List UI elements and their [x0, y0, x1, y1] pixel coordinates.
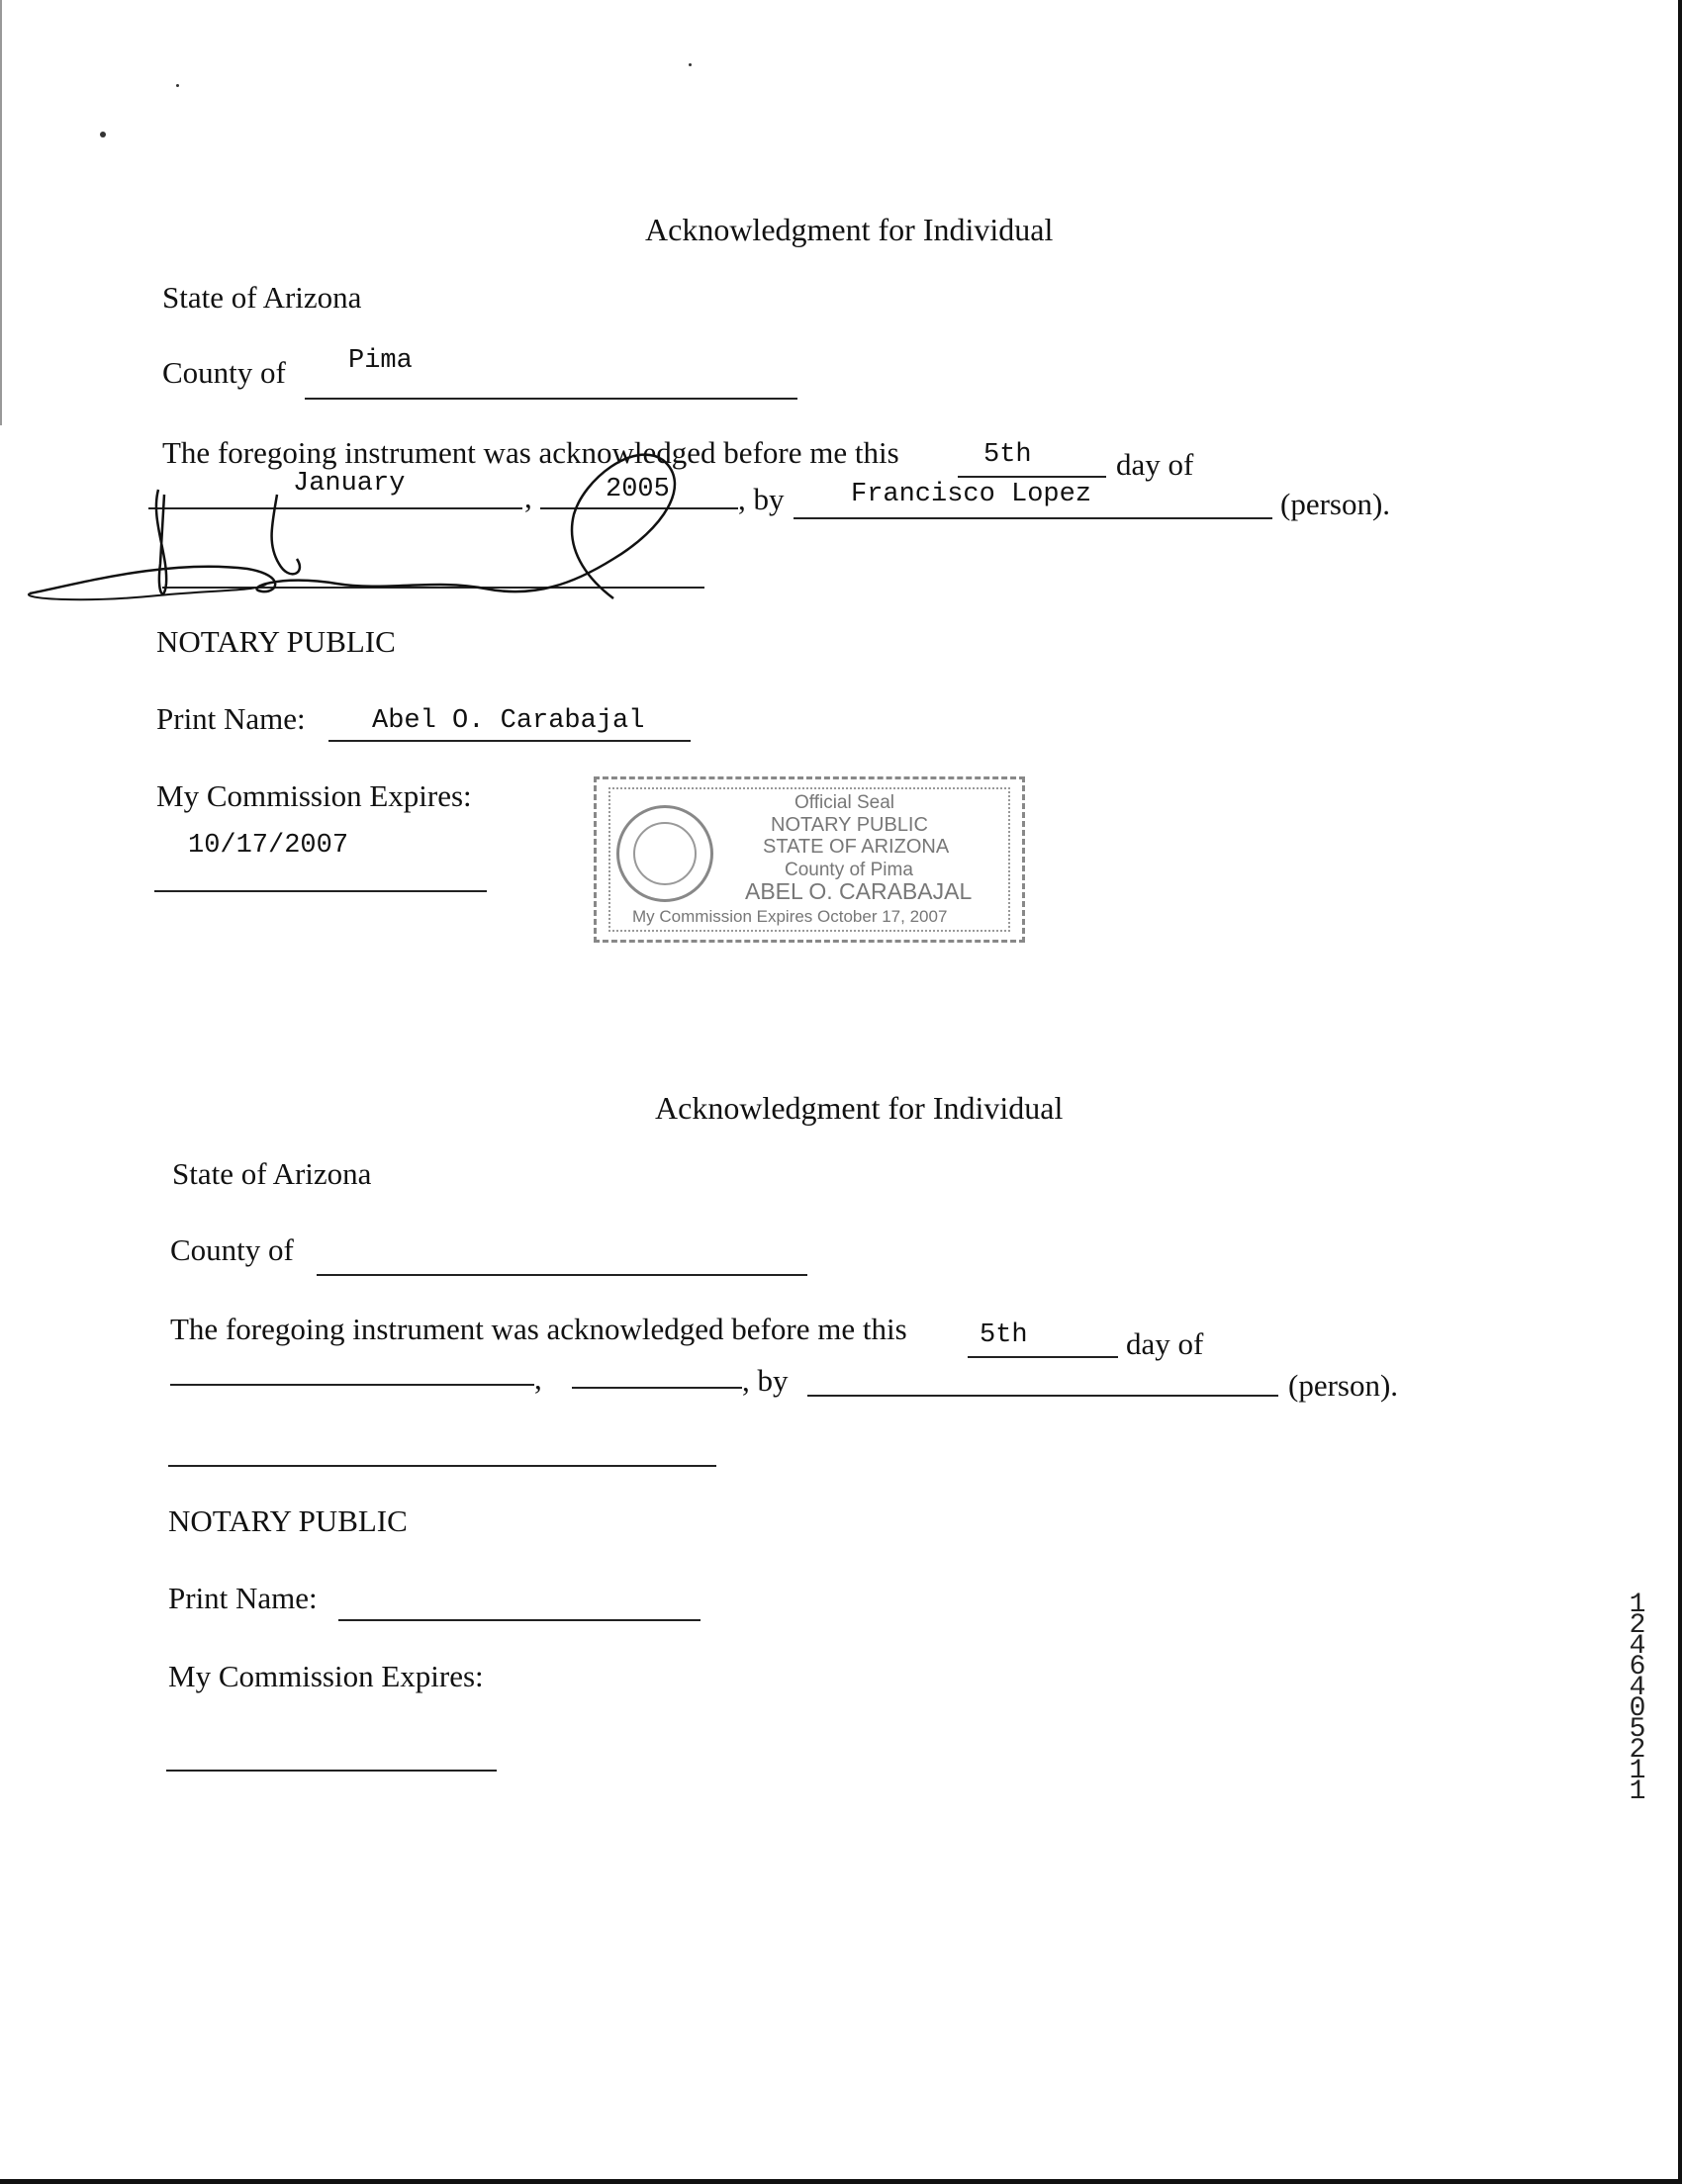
- form1-month-value[interactable]: January: [293, 469, 406, 499]
- seal-line-county: County of Pima: [785, 860, 913, 880]
- form2-notary-public: NOTARY PUBLIC: [168, 1503, 408, 1538]
- form2-commission-label: My Commission Expires:: [168, 1659, 484, 1693]
- page-left-edge: [0, 0, 2, 425]
- form2-sentence: The foregoing instrument was acknowledged before me this: [170, 1312, 907, 1346]
- form1-county-label: County of: [162, 355, 286, 390]
- notary-seal: [594, 776, 1025, 943]
- form1-print-name-label: Print Name:: [156, 701, 306, 736]
- scan-speck: [689, 63, 692, 66]
- signature: [20, 435, 712, 613]
- form1-day-of: day of: [1116, 447, 1194, 482]
- form1-print-name-value[interactable]: Abel O. Carabajal: [372, 706, 645, 736]
- seal-line-official: Official Seal: [794, 792, 895, 813]
- form1-county-value[interactable]: Pima: [348, 346, 413, 376]
- form2-day-value[interactable]: 5th: [980, 1320, 1028, 1350]
- form2-day-line: [968, 1356, 1118, 1358]
- page-right-edge: [1678, 0, 1682, 2184]
- form2-county-label: County of: [170, 1232, 294, 1267]
- form1-by: , by: [738, 482, 785, 516]
- form1-person-value[interactable]: Francisco Lopez: [851, 480, 1092, 509]
- form1-day-value[interactable]: 5th: [983, 440, 1032, 470]
- form2-person-label: (person).: [1288, 1368, 1399, 1403]
- form1-person-label: (person).: [1280, 487, 1391, 521]
- form2-heading: Acknowledgment for Individual: [655, 1090, 1064, 1126]
- page-stamp-number: 12464 05211: [1629, 1590, 1646, 1807]
- state-seal-emblem: [616, 805, 713, 902]
- form1-sentence: The foregoing instrument was acknowledged before me this: [162, 435, 899, 470]
- form1-day-line: [958, 476, 1106, 478]
- form1-person-line: [794, 517, 1272, 519]
- seal-line-expires: My Commission Expires October 17, 2007: [632, 907, 948, 926]
- form1-county-line: [305, 398, 797, 400]
- seal-line-notary: NOTARY PUBLIC: [771, 814, 928, 836]
- form2-by: , by: [742, 1363, 789, 1398]
- form1-commission-label: My Commission Expires:: [156, 778, 472, 813]
- scan-speck: [100, 132, 106, 137]
- form2-signature-line: [168, 1465, 716, 1467]
- form1-commission-value[interactable]: 10/17/2007: [188, 831, 349, 861]
- seal-line-state: STATE OF ARIZONA: [763, 836, 950, 858]
- form2-comma: ,: [534, 1361, 542, 1396]
- form2-print-name-line: [338, 1619, 701, 1621]
- form2-state: State of Arizona: [172, 1156, 372, 1191]
- scan-speck: [176, 84, 179, 87]
- form1-print-name-line: [328, 740, 691, 742]
- form1-commission-line: [154, 890, 487, 892]
- form1-year-value[interactable]: 2005: [606, 475, 670, 504]
- form2-person-line: [807, 1395, 1278, 1397]
- form2-year-line: [572, 1387, 742, 1389]
- form2-month-line: [170, 1384, 534, 1386]
- form2-county-line: [317, 1274, 807, 1276]
- form1-heading: Acknowledgment for Individual: [645, 212, 1054, 247]
- form1-comma: ,: [524, 480, 532, 514]
- form2-day-of: day of: [1126, 1326, 1204, 1361]
- form2-commission-line: [166, 1770, 497, 1772]
- seal-line-name: ABEL O. CARABAJAL: [745, 878, 973, 904]
- page-bottom-edge: [0, 2179, 1682, 2184]
- form1-notary-public: NOTARY PUBLIC: [156, 624, 396, 659]
- form1-state: State of Arizona: [162, 280, 362, 315]
- form2-print-name-label: Print Name:: [168, 1581, 318, 1615]
